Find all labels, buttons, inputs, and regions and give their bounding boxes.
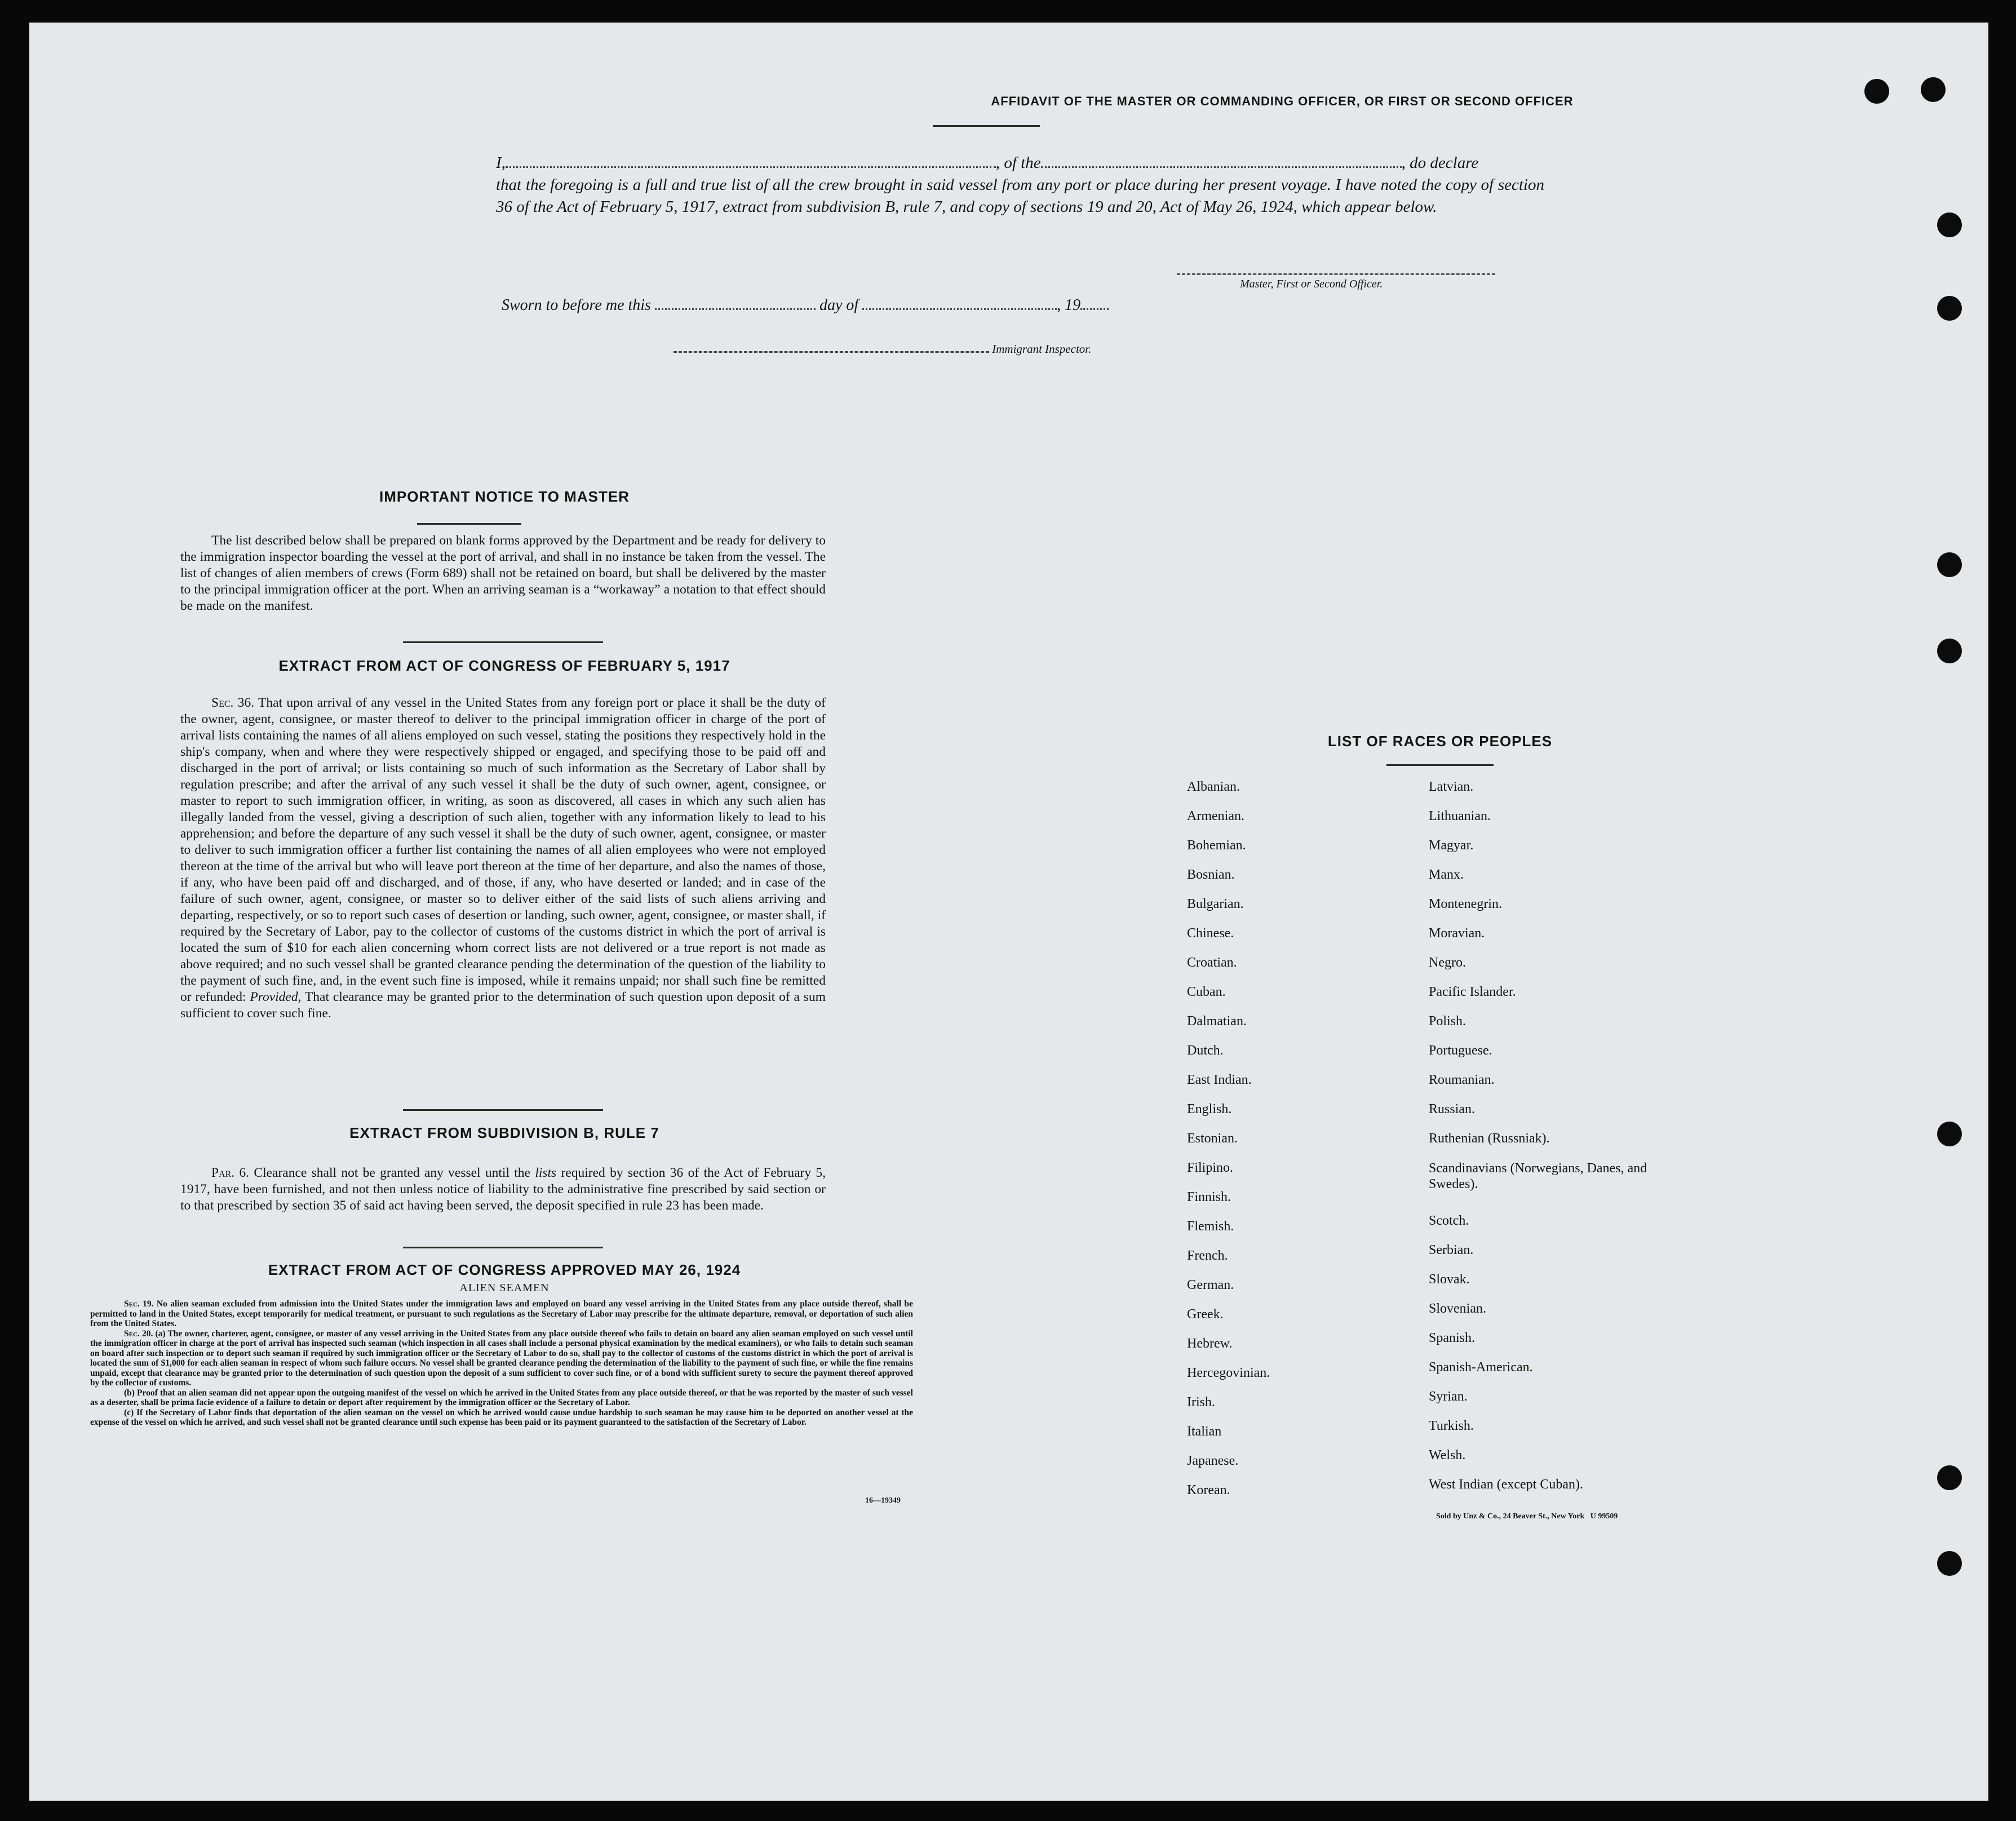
race-item: Pacific Islander. [1429,985,1516,999]
notice-heading: IMPORTANT NOTICE TO MASTER [379,488,630,505]
race-item: Manx. [1429,867,1464,882]
race-item: Hercegovinian. [1187,1366,1270,1380]
section-36-label: Sec. 36. [211,695,255,710]
sworn-year-blank [1080,298,1109,310]
race-item: Syrian. [1429,1389,1468,1404]
binder-hole [1937,296,1962,321]
sworn-month-blank [862,298,1057,310]
paragraph-6-label: Par. 6. [211,1166,250,1180]
section-20c: (c) If the Secretary of Labor finds that deportation of the alien seaman on the vessel on which he arrived would cause undue hardship to such seaman he may cause him to be deported on another vessel at the expense of the vessel on which he arrived, and such vessel shall not be granted clearance until such expense has been paid or its payment guaranteed to the satisfaction of the Secretary of Labor. [90,1407,913,1427]
race-item: Lithuanian. [1429,809,1491,823]
race-item: Filipino. [1187,1160,1234,1175]
race-item: Ruthenian (Russniak). [1429,1131,1550,1146]
race-item: Irish. [1187,1395,1215,1410]
race-item: East Indian. [1187,1073,1252,1087]
race-item: Chinese. [1187,926,1234,941]
race-item: Flemish. [1187,1219,1234,1234]
binder-hole [1937,1465,1962,1490]
extract-1917-heading: EXTRACT FROM ACT OF CONGRESS OF FEBRUARY 5, 1917 [278,657,730,674]
race-item: Magyar. [1429,838,1474,853]
race-item: Dutch. [1187,1043,1224,1058]
inspector-caption: Immigrant Inspector. [992,342,1092,356]
race-item: Croatian. [1187,955,1237,970]
section-20b: (b) Proof that an alien seaman did not appear upon the outgoing manifest of the vessel on which he arrived in the United States from any place outside thereof, or that he was reported by the master of such vessel as a deserter, shall be prima facie evidence of a failure to detain or deport after requirement by the immigration officer or the Secretary of Labor. [90,1388,913,1407]
race-item: Greek. [1187,1307,1224,1322]
race-item: Russian. [1429,1102,1476,1116]
sworn-day-blank [655,298,816,310]
paragraph-6-body: Clearance shall not be granted any vessel until the [254,1166,530,1180]
paragraph-6-lists: lists [535,1166,557,1180]
sworn-year: , 19 [1057,296,1081,314]
act-1924-text [90,1299,913,1428]
section-19-body: No alien seaman excluded from admission into the United States under the immigration laws and employed on board any vessel arriving in the United States from any place outside thereof, shall be permitted to land in the United States, except temporarily for medical treatment, or pursuant to such regulations as the Secretary of Labor may prescribe for the ultimate departure, removal, or deportation of such alien from the United States. [90,1299,914,1328]
race-item: Slovak. [1429,1272,1470,1287]
alien-seamen-subheading: ALIEN SEAMEN [459,1282,550,1294]
race-item: West Indian (except Cuban). [1429,1477,1583,1492]
race-item: Moravian. [1429,926,1485,941]
section-36-body-end: That clearance may be granted prior to the determination of such question upon deposit of a sum sufficient to cover such fine. [180,990,826,1021]
section-20a-body: (a) The owner, charterer, agent, consignee, or master of any vessel arriving in the United States from any place outside thereof who fails to detain on board any alien seaman employed on such vessel until the immigration officer in charge at the port of arrival has inspected such seaman (which inspection in all cases shall include a personal physical examination by the medical examiners), or who fails to detain such seaman on board after such inspection or to deport such seaman if required by such immigration officer or the Secretary of Labor to do so, shall pay to the collector of customs of the customs district in which the port of arrival is located the sum of $1,000 for each alien seaman in respect of whom such failure occurs. No vessel shall be granted clearance pending the determination of the liability to the payment of such fine, or while the fine remains unpaid, except that clearance may be granted prior to the determination of such question upon the deposit of a sum sufficient to cover such fine, or of a bond with sufficient surety to secure the payment thereof approved by the collector of customs. [90,1328,913,1388]
section-divider [403,641,603,643]
race-item: Roumanian. [1429,1073,1495,1087]
races-heading: LIST OF RACES OR PEOPLES [1327,733,1553,750]
race-item: Dalmatian. [1187,1014,1247,1029]
form-number: 16—19349 [865,1496,901,1505]
declaration-i: I, [496,154,506,172]
binder-hole [1937,212,1962,237]
paragraph-6-text [180,1165,826,1214]
race-item: French. [1187,1248,1228,1263]
section-36-provided: Provided, [250,990,302,1004]
race-item: Bulgarian. [1187,897,1244,911]
race-item: Italian [1187,1424,1222,1439]
races-column-2 [1429,779,1665,1507]
inspector-line [674,341,1091,356]
race-item: Latvian. [1429,779,1474,794]
race-item: Scotch. [1429,1213,1469,1228]
section-20-label: Sec. 20. [124,1328,153,1339]
seller-note: Sold by Unz & Co., 24 Beaver St., New York U 99509 [1436,1512,1618,1521]
race-item: Montenegrin. [1429,897,1502,911]
binder-hole [1937,1122,1962,1146]
sworn-day-of: day of [819,296,859,314]
subdivision-b-heading: EXTRACT FROM SUBDIVISION B, RULE 7 [349,1124,659,1141]
name-blank [506,156,996,168]
race-item: Spanish-American. [1429,1360,1533,1375]
notice-paragraph: The list described below shall be prepared on blank forms approved by the Department and be ready for delivery to the immigration inspector boarding the vessel at the port of arrival, and shall in no instance be taken from the vessel. The list of changes of alien members of crews (Form 689) shall not be retained on board, but shall be delivered by the master to the principal immigration officer at the port. When an arriving seaman is a “workaway” a notation to that effect should be made on the manifest. [180,533,826,613]
section-36-body: That upon arrival of any vessel in the United States from any foreign port or place it shall be the duty of the owner, agent, consignee, or master thereof to deliver to the principal immigration officer in charge of the port of arrival lists containing the names of all aliens employed on such vessel, stating the positions they respectively hold in the ship's company, when and where they were respectively shipped or engaged, and specifying those to be paid off and discharged in the port of arrival; or lists containing so much of such information as the Secretary of Labor shall by regulation prescribe; and after the arrival of any such vessel it shall be the duty of such owner, agent, consignee, or master to report to such immigration officer, in writing, as soon as discovered, all cases in which any such alien has illegally landed from the vessel, giving a description of such alien, together with any information likely to lead to his apprehension; and before the departure of any such vessel it shall be the duty of such owner, agent, consignee, or master to deliver to such immigration officer a further list containing the names of all alien employees who were not employed thereon at the time of the arrival but who will leave port thereon at the time of her departure, and also the names of those, if any, who have been paid off and discharged, and of those, if any, who have deserted or landed; and in case of the failure of such owner, agent, consignee, or master so to deliver either of the said lists of such aliens arriving and departing, respectively, or so to report such cases of desertion or landing, such owner, agent, consignee, or master shall, if required by the Secretary of Labor, pay to the collector of customs of the customs district in which the port of arrival is located the sum of $10 for each alien concerning whom correct lists are not delivered or a true report is not made as above required; and no such vessel shall be granted clearance pending the determination of the question of the liability to the payment of such fine, and, in the event such fine is imposed, while it remains unpaid; nor shall such fine be remitted or refunded: [180,695,826,1004]
races-column-1 [1187,779,1270,1512]
declaration-line-1 [496,152,1544,174]
race-item: Welsh. [1429,1448,1466,1463]
race-item: Bohemian. [1187,838,1246,853]
paragraph-6-body-end: required by section 36 of the Act of February 5, 1917, have been furnished, and not then unless notice of liability to the administrative fine prescribed by said section or to that prescribed by section 35 of said act having been served, the deposit specified in rule 23 has been made. [180,1166,826,1213]
signature-caption: Master, First or Second Officer. [1240,278,1383,290]
race-item: English. [1187,1102,1232,1116]
race-item: Slovenian. [1429,1301,1486,1316]
race-item: Portuguese. [1429,1043,1492,1058]
race-item: Hebrew. [1187,1336,1233,1351]
section-36-text [180,695,826,1022]
race-item: Finnish. [1187,1190,1231,1204]
binder-hole [1937,639,1962,663]
title-divider [933,125,1040,127]
paragraph-6 [180,1165,826,1214]
section-19-label: Sec. 19. [124,1299,154,1309]
sworn-prefix: Sworn to before me this [502,296,651,314]
race-item: Negro. [1429,955,1466,970]
race-item: Armenian. [1187,809,1244,823]
section-divider [403,1247,603,1248]
race-item: Estonian. [1187,1131,1238,1146]
inspector-blank [674,341,989,353]
sworn-line [502,296,1109,314]
binder-hole [1937,1551,1962,1576]
race-item: Turkish. [1429,1419,1474,1433]
race-item: Japanese. [1187,1454,1239,1468]
declaration-body: that the foregoing is a full and true list of all the crew brought in said vessel from any port or place during her present voyage. I have noted the copy of section 36 of the Act of February 5, 1917, extract from subdivision B, rule 7, and copy of sections 19 and 20, Act of May 26, 1924, which appear below. [496,176,1544,216]
extract-1924-heading: EXTRACT FROM ACT OF CONGRESS APPROVED MAY 26, 1924 [268,1261,741,1278]
vessel-blank [1041,156,1402,168]
section-20a [90,1329,913,1388]
affidavit-title: AFFIDAVIT OF THE MASTER OR COMMANDING OFFICER, OR FIRST OR SECOND OFFICER [991,94,1574,108]
race-item: Scandinavians (Norwegians, Danes, and Swedes). [1429,1161,1647,1191]
declaration-of-the: , of the [995,154,1041,172]
declaration-declare: , do declare [1401,154,1479,172]
section-divider [403,1109,603,1111]
race-item: Cuban. [1187,985,1226,999]
race-item: Korean. [1187,1483,1230,1497]
notice-text [180,533,826,614]
signature-line [1177,273,1495,275]
binder-hole [1937,552,1962,577]
declaration-text [496,152,1544,218]
section-19 [90,1299,913,1329]
race-item: Spanish. [1429,1331,1476,1345]
notice-heading-divider [417,523,521,525]
race-item: Albanian. [1187,779,1240,794]
section-36-paragraph [180,695,826,1022]
race-item: Bosnian. [1187,867,1235,882]
race-item: Serbian. [1429,1243,1474,1257]
races-heading-divider [1386,764,1494,766]
race-item: German. [1187,1278,1234,1292]
race-item: Polish. [1429,1014,1466,1029]
